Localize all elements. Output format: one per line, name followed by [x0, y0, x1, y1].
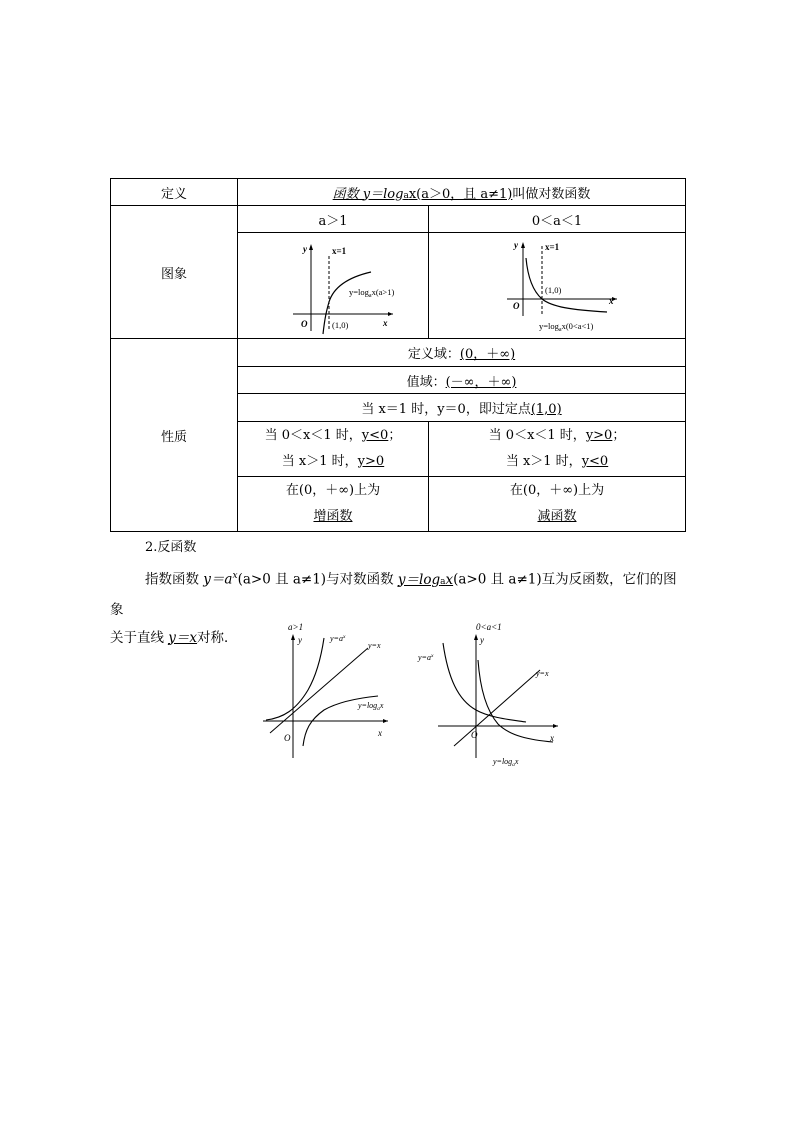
exp-curve	[266, 638, 324, 720]
y-arrow	[474, 634, 478, 640]
y-arrow	[309, 244, 313, 250]
point-label: (1,0)	[545, 284, 562, 295]
section-title: 2.反函数	[145, 540, 197, 555]
label-graph: 图象	[111, 206, 238, 339]
vline-label: x=1	[545, 241, 560, 252]
curve-label: $y=\log_ax(a>1)$	[349, 286, 395, 299]
graph-cell-left	[238, 233, 429, 339]
exp-label: $y=a^x$	[330, 634, 346, 643]
exp-curve	[443, 643, 526, 722]
sign-left-cell: 当 0＜x＜1 时，y<0； 当 x＞1 时，y>0	[238, 422, 429, 477]
y-arrow	[291, 634, 295, 640]
x-label: x	[550, 733, 554, 743]
inverse-graphs	[258, 618, 568, 768]
case-label: 0<a<1	[476, 622, 502, 632]
curve-label: $y=\log_ax(0<a<1)$	[539, 320, 594, 333]
mono-right-cell: 在(0，＋∞)上为 减函数	[429, 477, 686, 532]
origin-label: O	[301, 318, 308, 329]
row-domain	[111, 339, 686, 367]
exp-label: $y=a^x$	[418, 653, 434, 662]
row-definition	[111, 179, 686, 206]
definition-text: 函数 y＝logax(a＞0，且 a≠1)叫做对数函数	[238, 179, 686, 206]
graph-log-increasing	[263, 236, 403, 336]
row-graph-headers	[111, 206, 686, 233]
case-a-gt-1: a＞1	[238, 206, 429, 233]
log-label: $y=\log_ax$	[493, 757, 519, 768]
x-arrow	[553, 724, 558, 728]
y-label: y	[514, 239, 518, 250]
graph-cell-right	[429, 233, 686, 339]
fig-0-lt-a-lt-1	[417, 622, 558, 768]
y-label: y	[298, 635, 302, 645]
mono-left-cell: 在(0，＋∞)上为 增函数	[238, 477, 429, 532]
log-label: $y=\log_ax$	[358, 701, 384, 712]
y-arrow	[521, 242, 525, 248]
origin-label: O	[471, 730, 478, 740]
x-label: x	[383, 317, 388, 328]
line-y-eq-x	[454, 670, 540, 746]
case-a-lt-1: 0＜a＜1	[429, 206, 686, 233]
case-label: a>1	[288, 622, 304, 632]
x-label: x	[609, 295, 614, 306]
point-label: (1,0)	[332, 319, 349, 330]
sign-right-cell: 当 0＜x＜1 时，y>0； 当 x＞1 时，y<0	[429, 422, 686, 477]
line-label: y=x	[536, 669, 549, 678]
line-label: y=x	[368, 641, 381, 650]
origin-label: O	[513, 300, 520, 311]
graph-log-decreasing	[487, 236, 627, 336]
label-properties: 性质	[111, 339, 238, 532]
log-function-table	[110, 178, 686, 532]
x-arrow	[388, 312, 393, 316]
vline-label: x=1	[332, 245, 347, 256]
x-arrow	[383, 719, 388, 723]
domain-cell: 定义域：(0，＋∞)	[238, 339, 686, 367]
inverse-paragraph: 指数函数 $y=a^x(a>0$ 且 a≠1)与对数函数 y＝logax(a>0 且 a≠1)互为反函数，它们的图象 关于直线 y＝x对称．	[110, 571, 677, 646]
y-label: y	[303, 243, 307, 254]
x-label: x	[378, 728, 382, 738]
range-cell: 值域：(－∞，＋∞)	[238, 367, 686, 394]
fig-a-gt-1	[263, 622, 388, 758]
log-curve	[526, 258, 607, 312]
inverse-figures	[258, 618, 568, 772]
y-label: y	[480, 635, 484, 645]
fixed-point-cell: 当 x＝1 时，y＝0，即过定点(1,0)	[238, 394, 686, 422]
label-definition: 定义	[111, 179, 238, 206]
origin-label: O	[284, 733, 291, 743]
